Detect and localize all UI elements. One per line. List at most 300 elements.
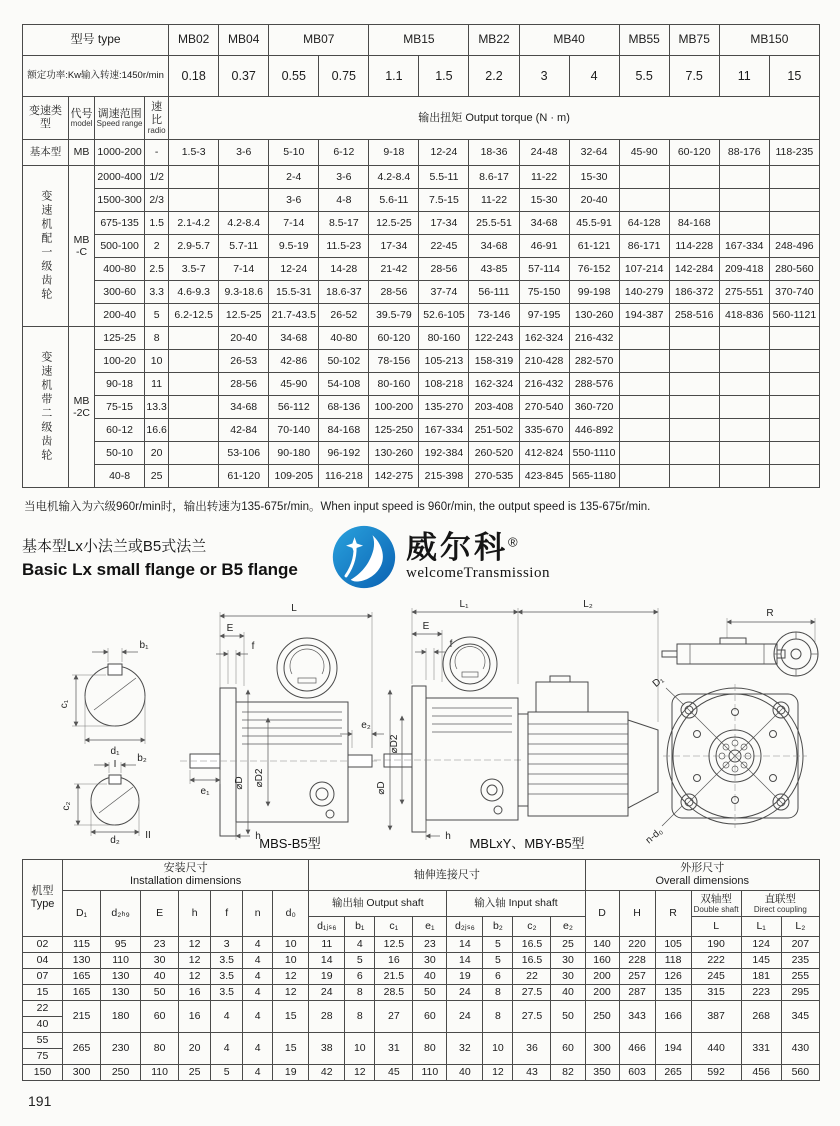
data-cell: 1.5: [419, 56, 469, 97]
header-cell: 变速机带二级齿轮: [23, 327, 69, 488]
data-cell: 39.5-79: [369, 304, 419, 327]
data-cell: 8: [345, 985, 375, 1001]
data-cell: 165: [63, 985, 101, 1001]
data-cell: 360-720: [569, 396, 619, 419]
data-cell: 12: [179, 937, 211, 953]
data-cell: 5: [345, 953, 375, 969]
data-cell: 140: [585, 937, 619, 953]
data-cell: 20-40: [219, 327, 269, 350]
data-cell: 34-68: [469, 235, 519, 258]
header-cell: 输出轴 Output shaft: [309, 891, 447, 917]
data-cell: 38: [309, 1033, 345, 1065]
data-cell: 95: [101, 937, 141, 953]
dim-label-L1: L₁: [459, 599, 469, 610]
data-cell: 466: [619, 1033, 655, 1065]
data-cell: 2-4: [269, 166, 319, 189]
data-cell: 1.5-3: [169, 140, 219, 166]
data-cell: 181: [741, 969, 781, 985]
brand-name-zh-text: 威尔科: [406, 530, 508, 565]
data-cell: 40: [413, 969, 447, 985]
data-cell: 18.6-37: [319, 281, 369, 304]
data-cell: 180: [101, 1001, 141, 1033]
data-cell: 55: [23, 1033, 63, 1049]
data-cell: 2000-400: [95, 166, 145, 189]
data-cell: 130: [63, 953, 101, 969]
data-cell: 194-387: [619, 304, 669, 327]
data-cell: [169, 373, 219, 396]
cell-line-2: Overall dimensions: [655, 875, 750, 887]
data-cell: 25.5-51: [469, 212, 519, 235]
header-cell: E: [141, 891, 179, 937]
data-cell: 215: [63, 1001, 101, 1033]
dim-label-L2: L₂: [583, 599, 593, 610]
drawing-mblxy-b5: [374, 599, 658, 850]
data-cell: [669, 465, 719, 488]
data-cell: 21.7-43.5: [269, 304, 319, 327]
data-cell: 25: [145, 465, 169, 488]
dim-label-e2: e₂: [361, 720, 371, 731]
data-cell: 343: [619, 1001, 655, 1033]
data-cell: 54-108: [319, 373, 369, 396]
data-cell: 446-892: [569, 419, 619, 442]
data-cell: 7-14: [219, 258, 269, 281]
table-row: [23, 97, 820, 140]
caption-mbs-b5: MBS-B5型: [259, 836, 321, 850]
data-cell: [769, 396, 819, 419]
table-row: [23, 235, 820, 258]
data-cell: 5.5: [619, 56, 669, 97]
data-cell: 3: [211, 937, 243, 953]
data-cell: 36: [513, 1033, 551, 1065]
data-cell: 135-270: [419, 396, 469, 419]
section-mark-1: I: [113, 759, 117, 770]
table-row: [23, 56, 820, 97]
data-cell: 6.2-12.5: [169, 304, 219, 327]
table-row: [23, 465, 820, 488]
data-cell: 250: [585, 1001, 619, 1033]
page-number: 191: [28, 1093, 52, 1109]
data-cell: 14: [309, 953, 345, 969]
data-cell: 125-250: [369, 419, 419, 442]
data-cell: 84-168: [669, 212, 719, 235]
data-cell: 15-30: [569, 166, 619, 189]
header-cell: MB15: [369, 25, 469, 56]
data-cell: 130: [101, 969, 141, 985]
header-cell: c₁: [375, 917, 413, 937]
data-cell: 34-68: [219, 396, 269, 419]
data-cell: 42-86: [269, 350, 319, 373]
header-cell: f: [211, 891, 243, 937]
data-cell: 23: [413, 937, 447, 953]
data-cell: [769, 189, 819, 212]
data-cell: 110: [413, 1065, 447, 1081]
registered-mark: ®: [508, 534, 521, 550]
header-cell: MB02: [169, 25, 219, 56]
data-cell: 28-56: [219, 373, 269, 396]
data-cell: 216-432: [569, 327, 619, 350]
data-cell: 122-243: [469, 327, 519, 350]
data-cell: 13.3: [145, 396, 169, 419]
data-cell: 235: [781, 953, 819, 969]
data-cell: [619, 465, 669, 488]
data-cell: 60-120: [369, 327, 419, 350]
header-cell: MB22: [469, 25, 519, 56]
data-cell: 88-176: [719, 140, 769, 166]
header-cell: D: [585, 891, 619, 937]
data-cell: 190: [691, 937, 741, 953]
data-cell: 27.5: [513, 1001, 551, 1033]
header-cell: 变速机配一级齿轮: [23, 166, 69, 327]
dim-label-d1: d₁: [110, 746, 120, 757]
data-cell: 18-36: [469, 140, 519, 166]
data-cell: 280-560: [769, 258, 819, 281]
cell-line-2: -C: [76, 246, 88, 258]
data-cell: 550-1110: [569, 442, 619, 465]
dim-label-E2: E: [422, 621, 430, 632]
data-cell: 109-205: [269, 465, 319, 488]
data-cell: 142-275: [369, 465, 419, 488]
section-title-en: Basic Lx small flange or B5 flange: [22, 559, 298, 579]
data-cell: 135: [655, 985, 691, 1001]
data-cell: 423-845: [519, 465, 569, 488]
data-cell: 8: [483, 985, 513, 1001]
header-cell: MB55: [619, 25, 669, 56]
data-cell: 440: [691, 1033, 741, 1065]
data-cell: [719, 350, 769, 373]
header-cell: d₂ⱼₛ₆: [447, 917, 483, 937]
data-cell: [619, 419, 669, 442]
header-cell: MB75: [669, 25, 719, 56]
header-cell: MB04: [219, 25, 269, 56]
data-cell: 40-8: [95, 465, 145, 488]
data-cell: 43: [513, 1065, 551, 1081]
data-cell: [169, 327, 219, 350]
dim-label-phiD2: ⌀D2: [254, 768, 265, 788]
data-cell: 260-520: [469, 442, 519, 465]
data-cell: [169, 396, 219, 419]
header-cell: L₂: [781, 917, 819, 937]
data-cell: 248-496: [769, 235, 819, 258]
data-cell: 230: [101, 1033, 141, 1065]
data-cell: 200: [585, 969, 619, 985]
cell-line-2: -2C: [73, 407, 91, 419]
data-cell: 45: [375, 1065, 413, 1081]
data-cell: [669, 419, 719, 442]
data-cell: 64-128: [619, 212, 669, 235]
data-cell: 78-156: [369, 350, 419, 373]
table-row: [23, 1001, 820, 1017]
data-cell: [719, 212, 769, 235]
data-cell: 200: [585, 985, 619, 1001]
cell-line-2: Installation dimensions: [129, 875, 242, 887]
data-cell: 3.3: [145, 281, 169, 304]
data-cell: 53-106: [219, 442, 269, 465]
data-cell: 46-91: [519, 235, 569, 258]
data-cell: 20: [145, 442, 169, 465]
table-row: [23, 140, 820, 166]
header-cell: D₁: [63, 891, 101, 937]
data-cell: 1.5: [145, 212, 169, 235]
data-cell: [719, 442, 769, 465]
data-cell: 34-68: [269, 327, 319, 350]
data-cell: 11-22: [469, 189, 519, 212]
table-row: [23, 891, 820, 917]
data-cell: 203-408: [469, 396, 519, 419]
data-cell: 3.5-7: [169, 258, 219, 281]
cell-line-1: 安装尺寸: [163, 862, 208, 875]
data-cell: 24-48: [519, 140, 569, 166]
drawings-svg: [22, 598, 820, 850]
data-cell: 200-40: [95, 304, 145, 327]
data-cell: 130-260: [369, 442, 419, 465]
data-cell: 5-10: [269, 140, 319, 166]
data-cell: 45.5-91: [569, 212, 619, 235]
data-cell: 412-824: [519, 442, 569, 465]
table-row: [23, 166, 820, 189]
data-cell: 28-56: [369, 281, 419, 304]
data-cell: 60-120: [669, 140, 719, 166]
cell-line-2: model: [70, 119, 93, 129]
cell-line-1: 直联型: [764, 893, 797, 906]
data-cell: 223: [741, 985, 781, 1001]
data-cell: [619, 189, 669, 212]
dim-label-e1: e₁: [200, 786, 210, 797]
data-cell: 5.5-11: [419, 166, 469, 189]
data-cell: 45-90: [269, 373, 319, 396]
cell-line-1: MB: [73, 394, 90, 407]
dim-label-L: L: [291, 603, 297, 614]
data-cell: -: [145, 140, 169, 166]
data-cell: 4: [243, 985, 273, 1001]
data-cell: 50: [551, 1001, 585, 1033]
table-row: [23, 327, 820, 350]
data-cell: 19: [447, 969, 483, 985]
data-cell: 4: [243, 1033, 273, 1065]
data-cell: 350: [585, 1065, 619, 1081]
data-cell: 3: [519, 56, 569, 97]
data-cell: 3.5: [211, 969, 243, 985]
data-cell: 12: [179, 969, 211, 985]
data-cell: 28.5: [375, 985, 413, 1001]
data-cell: 126: [655, 969, 691, 985]
data-cell: 96-192: [319, 442, 369, 465]
data-cell: [719, 419, 769, 442]
cell-line-1: 速比: [151, 101, 163, 126]
data-cell: 1000-200: [95, 140, 145, 166]
data-cell: 11-22: [519, 166, 569, 189]
header-cell: 变速类型: [23, 97, 69, 140]
data-cell: 76-152: [569, 258, 619, 281]
data-cell: 8: [145, 327, 169, 350]
data-cell: 370-740: [769, 281, 819, 304]
cell-line-1: 调速范围: [97, 107, 142, 120]
table-row: [23, 25, 820, 56]
input-speed-note: 当电机输入为六级960r/min时，输出转速为135-675r/min。When input speed is 960r/min, the output speed is 135-675r/min.: [24, 501, 651, 513]
header-cell: d₂ₕ₉: [101, 891, 141, 937]
data-cell: 130-260: [569, 304, 619, 327]
data-cell: [669, 396, 719, 419]
data-cell: 5.7-11: [219, 235, 269, 258]
header-cell: c₂: [513, 917, 551, 937]
data-cell: [169, 350, 219, 373]
data-cell: 17-34: [419, 212, 469, 235]
data-cell: 160: [585, 953, 619, 969]
data-cell: 80-160: [369, 373, 419, 396]
data-cell: 8: [345, 1001, 375, 1033]
section-title: [22, 535, 330, 580]
data-cell: 20: [179, 1033, 211, 1065]
data-cell: 220: [619, 937, 655, 953]
data-cell: 11: [145, 373, 169, 396]
data-cell: 12-24: [269, 258, 319, 281]
data-cell: [219, 166, 269, 189]
data-cell: 12.5-25: [219, 304, 269, 327]
data-cell: 22: [513, 969, 551, 985]
data-cell: 162-324: [519, 327, 569, 350]
data-cell: 27: [375, 1001, 413, 1033]
data-cell: 162-324: [469, 373, 519, 396]
header-cell: 输出扭矩 Output torque (N · m): [169, 97, 820, 140]
data-cell: 26-53: [219, 350, 269, 373]
header-cell: e₂: [551, 917, 585, 937]
data-cell: 118: [655, 953, 691, 969]
data-cell: 04: [23, 953, 63, 969]
data-cell: 15: [273, 1001, 309, 1033]
data-cell: 4: [243, 1065, 273, 1081]
data-cell: 50-10: [95, 442, 145, 465]
data-cell: 270-535: [469, 465, 519, 488]
header-cell: [63, 860, 309, 891]
data-cell: 300: [585, 1033, 619, 1065]
data-cell: 210-428: [519, 350, 569, 373]
table-row: [23, 1065, 820, 1081]
data-cell: 50-102: [319, 350, 369, 373]
header-cell: [691, 891, 741, 917]
header-cell: MB40: [519, 25, 619, 56]
header-cell: b₂: [483, 917, 513, 937]
table-row: [23, 373, 820, 396]
data-cell: 32: [447, 1033, 483, 1065]
data-cell: [769, 465, 819, 488]
dim-label-nd0: n-d₀: [643, 825, 666, 847]
data-cell: 37-74: [419, 281, 469, 304]
data-cell: 251-502: [469, 419, 519, 442]
data-cell: 140-279: [619, 281, 669, 304]
data-cell: 12: [273, 985, 309, 1001]
header-cell: [69, 97, 95, 140]
cell-line-1: 外形尺寸: [680, 862, 725, 875]
data-cell: 400-80: [95, 258, 145, 281]
data-cell: [769, 327, 819, 350]
data-cell: 0.37: [219, 56, 269, 97]
dim-label-b2: b₂: [137, 753, 147, 764]
data-cell: 6: [345, 969, 375, 985]
data-cell: 167-334: [419, 419, 469, 442]
data-cell: 15.5-31: [269, 281, 319, 304]
data-cell: [169, 189, 219, 212]
header-cell: d₁ⱼₛ₆: [309, 917, 345, 937]
data-cell: 30: [551, 969, 585, 985]
data-cell: 31: [375, 1033, 413, 1065]
data-cell: 4: [243, 969, 273, 985]
header-cell: MB: [69, 140, 95, 166]
data-cell: 2.1-4.2: [169, 212, 219, 235]
data-cell: 565-1180: [569, 465, 619, 488]
data-cell: 12: [273, 969, 309, 985]
cell-line-2: radio: [147, 125, 166, 135]
header-cell: h: [179, 891, 211, 937]
data-cell: 12.5: [375, 937, 413, 953]
data-cell: 1.1: [369, 56, 419, 97]
data-cell: 60: [413, 1001, 447, 1033]
table-row: [23, 442, 820, 465]
data-cell: 14: [447, 953, 483, 969]
data-cell: 75-150: [519, 281, 569, 304]
header-cell: L₁: [741, 917, 781, 937]
data-cell: 86-171: [619, 235, 669, 258]
data-cell: 345: [781, 1001, 819, 1033]
header-cell: 轴伸连接尺寸: [309, 860, 585, 891]
data-cell: 166: [655, 1001, 691, 1033]
data-cell: 5.6-11: [369, 189, 419, 212]
data-cell: [669, 442, 719, 465]
data-cell: 165: [63, 969, 101, 985]
dim-label-f: f: [251, 641, 255, 652]
data-cell: 186-372: [669, 281, 719, 304]
data-cell: 287: [619, 985, 655, 1001]
data-cell: 56-111: [469, 281, 519, 304]
data-cell: 4.6-9.3: [169, 281, 219, 304]
data-cell: 17-34: [369, 235, 419, 258]
data-cell: [669, 327, 719, 350]
data-cell: 3-6: [319, 166, 369, 189]
header-cell: [69, 327, 95, 488]
data-cell: 100-200: [369, 396, 419, 419]
brand-name-en: welcomeTransmission: [406, 565, 550, 581]
data-cell: 3-6: [219, 140, 269, 166]
data-cell: 19: [309, 969, 345, 985]
data-cell: 43-85: [469, 258, 519, 281]
data-cell: 24: [309, 985, 345, 1001]
table-row: [23, 1033, 820, 1049]
data-cell: 7.5-15: [419, 189, 469, 212]
header-cell: 型号 type: [23, 25, 169, 56]
header-cell: L: [691, 917, 741, 937]
data-cell: 97-195: [519, 304, 569, 327]
data-cell: 105-213: [419, 350, 469, 373]
data-cell: 21.5: [375, 969, 413, 985]
dim-label-c1: c₁: [59, 699, 70, 709]
data-cell: 675-135: [95, 212, 145, 235]
data-cell: 80: [141, 1033, 179, 1065]
data-cell: 10: [345, 1033, 375, 1065]
data-cell: 110: [101, 953, 141, 969]
data-cell: [169, 442, 219, 465]
data-cell: 265: [655, 1065, 691, 1081]
dim-label-D1: D₁: [650, 674, 666, 690]
table-row: [23, 860, 820, 891]
data-cell: 4: [211, 1001, 243, 1033]
data-cell: 4-8: [319, 189, 369, 212]
data-cell: 12: [179, 953, 211, 969]
data-cell: [219, 189, 269, 212]
data-cell: 52.6-105: [419, 304, 469, 327]
dim-label-c2: c₂: [61, 801, 72, 811]
table-row: [23, 258, 820, 281]
data-cell: 15: [273, 1033, 309, 1065]
header-cell: b₁: [345, 917, 375, 937]
data-cell: 9-18: [369, 140, 419, 166]
